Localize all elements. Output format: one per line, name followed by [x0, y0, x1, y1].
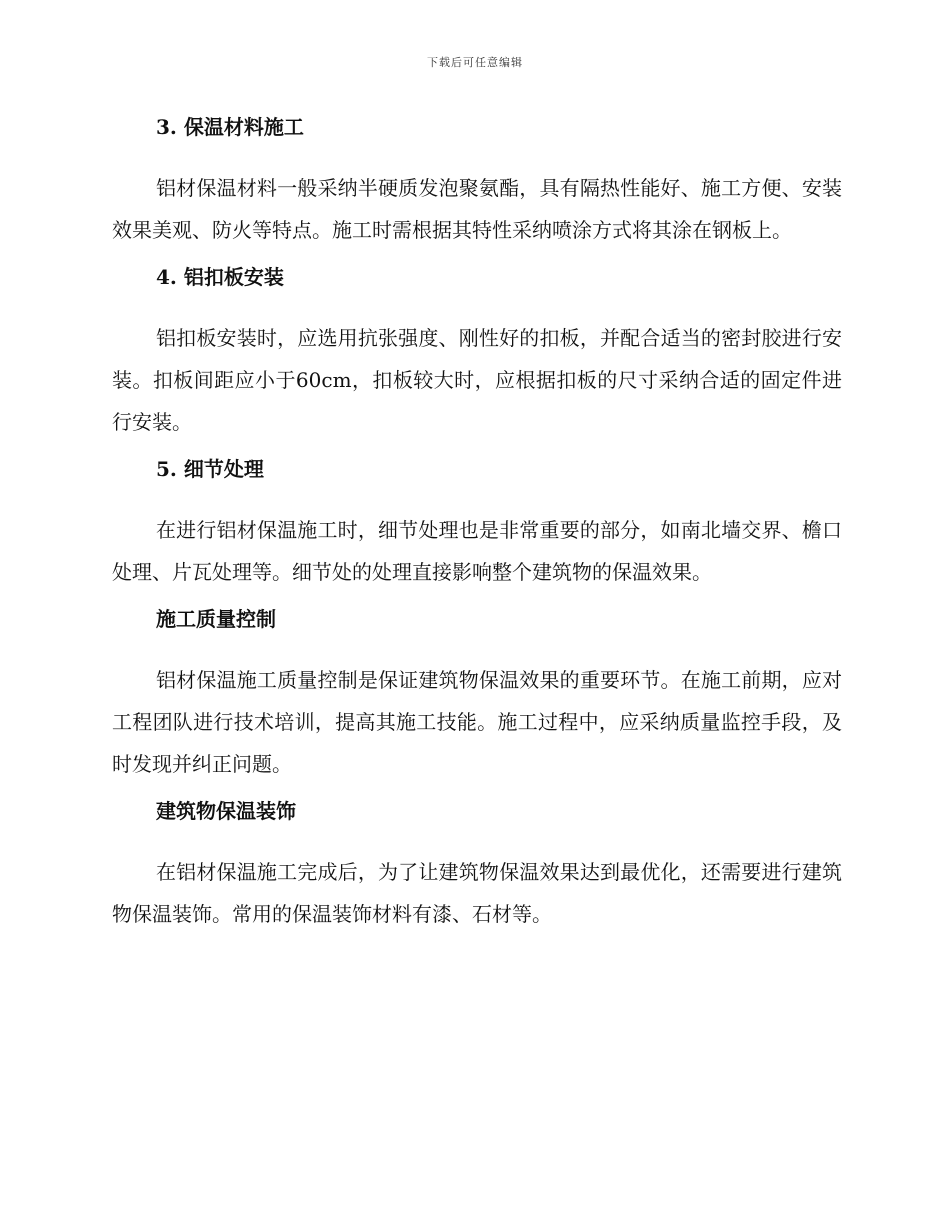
section-material-construction: [112, 110, 842, 251]
section-paragraph: 在铝材保温施工完成后，为了让建筑物保温效果达到最优化，还需要进行建筑物保温装饰。常用的保温装饰材料有漆、石材等。: [112, 860, 842, 926]
section-paragraph: 铝扣板安装时，应选用抗张强度、刚性好的扣板，并配合适当的密封胶进行安装。扣板间距应小于60cm，扣板较大时，应根据扣板的尺寸采纳合适的固定件进行安装。: [112, 326, 842, 434]
document-body: [112, 110, 842, 944]
section-heading: 5. 细节处理: [156, 457, 264, 481]
section-heading: 施工质量控制: [156, 607, 276, 631]
section-paragraph: 铝材保温材料一般采纳半硬质发泡聚氨酯，具有隔热性能好、施工方便、安装效果美观、防火等特点。施工时需根据其特性采纳喷涂方式将其涂在钢板上。: [112, 176, 842, 242]
section-paragraph: 在进行铝材保温施工时，细节处理也是非常重要的部分，如南北墙交界、檐口处理、片瓦处理等。细节处的处理直接影响整个建筑物的保温效果。: [112, 518, 842, 584]
section-panel-installation: [112, 260, 842, 443]
section-detail-treatment: [112, 452, 842, 593]
section-heading: 3. 保温材料施工: [156, 115, 304, 139]
section-quality-control: [112, 602, 842, 785]
section-heading: 建筑物保温装饰: [156, 799, 296, 823]
section-heading: 4. 铝扣板安装: [156, 265, 284, 289]
section-paragraph: 铝材保温施工质量控制是保证建筑物保温效果的重要环节。在施工前期，应对工程团队进行技术培训，提高其施工技能。施工过程中，应采纳质量监控手段，及时发现并纠正问题。: [112, 668, 842, 776]
page-header: 下载后可任意编辑: [427, 56, 523, 69]
section-insulation-decoration: [112, 794, 842, 935]
